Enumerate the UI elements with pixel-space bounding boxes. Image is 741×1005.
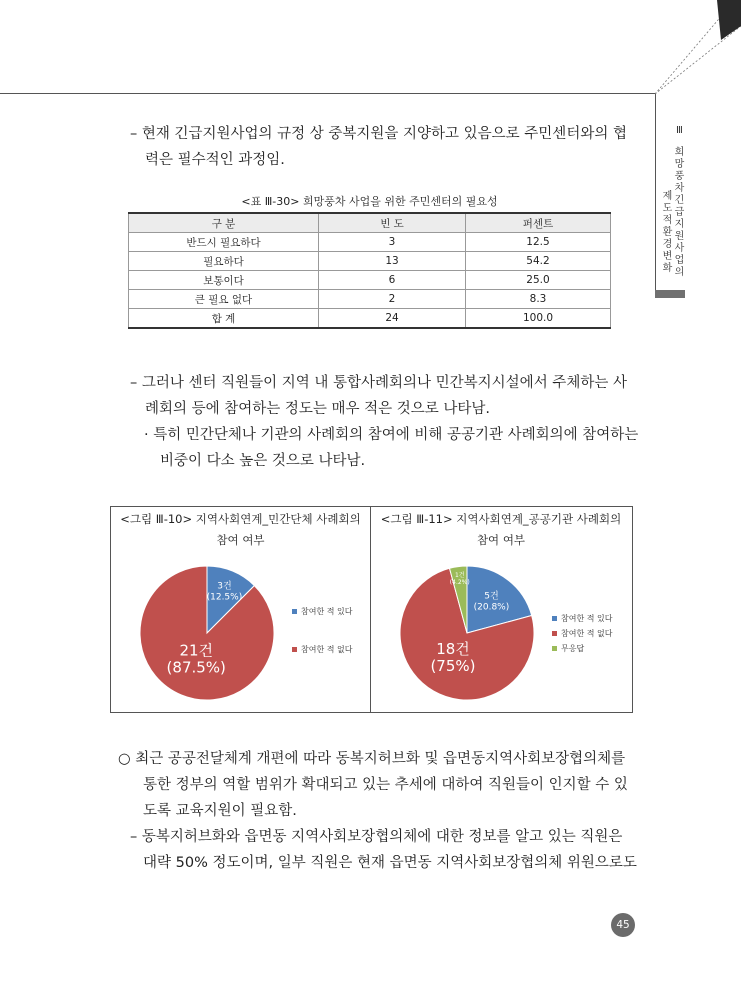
legend-item <box>552 626 612 641</box>
figure-11-caption <box>371 509 631 551</box>
cell-total-label: 합 계 <box>129 309 319 329</box>
legend-swatch <box>552 616 557 621</box>
cell-frequency: 6 <box>319 271 466 290</box>
legend-swatch <box>552 646 557 651</box>
slice-percent-label: (20.8%) <box>473 602 510 613</box>
paragraph-1-line1: – 현재 긴급지원사업의 규정 상 중복지원을 지양하고 있음으로 주민센터와의 협 <box>130 126 627 142</box>
table-row <box>129 252 611 271</box>
legend-label: 참여한 적 있다 <box>561 614 613 623</box>
figure-11-caption-line2: 참여 여부 <box>476 533 526 547</box>
slice-percent-label: (12.5%) <box>206 592 243 603</box>
paragraph-1 <box>130 121 640 173</box>
necessity-table <box>128 212 611 329</box>
chapter-title-line1: 희망풍차 긴급지원사업의 <box>674 147 685 278</box>
cell-category: 반드시 필요하다 <box>129 233 319 252</box>
cell-frequency: 13 <box>319 252 466 271</box>
table-row <box>129 271 611 290</box>
paragraph-2-line2: 례회의 등에 참여하는 정도는 매우 적은 것으로 나타남. <box>145 401 491 417</box>
header-rule <box>0 93 655 94</box>
table-total-row <box>129 309 611 329</box>
cell-category: 보통이다 <box>129 271 319 290</box>
pie-private-legend <box>292 606 352 655</box>
paragraph-3-line1: ○ 최근 공공전달체계 개편에 따라 동복지허브화 및 읍면동지역사회보장협의체를 <box>118 751 626 767</box>
paragraph-3-line3: 도록 교육지원이 필요함. <box>143 803 297 819</box>
paragraph-1-line2: 력은 필수적인 과정임. <box>145 152 285 168</box>
legend-item <box>292 606 352 617</box>
cell-percent: 12.5 <box>466 233 611 252</box>
legend-swatch <box>292 609 297 614</box>
chapter-title-line2: 제도적 환경 변화 <box>662 191 673 274</box>
side-rule <box>655 93 656 298</box>
legend-item <box>292 644 352 655</box>
corner-fold-lines <box>655 0 741 95</box>
paragraph-3-line2: 통한 정부의 역할 범위가 확대되고 있는 추세에 대하여 직원들이 인지할 수 있 <box>143 777 628 793</box>
paragraph-3-dash-line2: 대략 50% 정도이며, 일부 직원은 현재 읍면동 지역사회보장협의체 위원으로도 <box>143 855 637 871</box>
paragraph-3-dash-line1: – 동복지허브화와 읍면동 지역사회보장협의체에 대한 정보를 알고 있는 직원은 <box>130 829 623 845</box>
paragraph-2-bullet-line1: · 특히 민간단체나 기관의 사례회의 참여에 비해 공공기관 사례회의에 참여하는 <box>144 427 639 443</box>
cell-category: 필요하다 <box>129 252 319 271</box>
paragraph-2-bullet-line2: 비중이 다소 높은 것으로 나타남. <box>160 453 366 469</box>
legend-label: 참여한 적 없다 <box>561 629 613 638</box>
paragraph-2-line1: – 그러나 센터 직원들이 지역 내 통합사례회의나 민간복지시설에서 주체하는 사 <box>130 375 627 391</box>
pie-public-legend <box>552 611 612 656</box>
slice-percent-label: (87.5%) <box>166 658 226 677</box>
header-category: 구 분 <box>129 213 319 233</box>
table-caption: <표 Ⅲ-30> 희망풍차 사업을 위한 주민센터의 필요성 <box>241 195 498 208</box>
table-header-row <box>129 213 611 233</box>
figure-10-caption-line2: 참여 여부 <box>216 533 265 547</box>
figure-10-caption <box>111 509 370 551</box>
table-row <box>129 290 611 309</box>
pie-slice <box>140 566 274 700</box>
legend-label: 참여한 적 있다 <box>301 607 353 616</box>
legend-label: 참여한 적 없다 <box>301 645 353 654</box>
cell-frequency: 3 <box>319 233 466 252</box>
cell-percent: 8.3 <box>466 290 611 309</box>
legend-item <box>552 641 612 656</box>
table-row <box>129 233 611 252</box>
cell-frequency: 2 <box>319 290 466 309</box>
header-percent: 퍼센트 <box>466 213 611 233</box>
cell-total-frequency: 24 <box>319 309 466 329</box>
legend-swatch <box>292 647 297 652</box>
cell-category: 큰 필요 없다 <box>129 290 319 309</box>
cell-percent: 54.2 <box>466 252 611 271</box>
page-number: 45 <box>611 913 635 937</box>
paragraph-2 <box>130 370 640 474</box>
chapter-roman: Ⅲ <box>676 125 683 136</box>
slice-percent-label: (75%) <box>430 656 476 675</box>
slice-count-label: 5건 <box>484 591 499 602</box>
slice-count-label: 18건 <box>436 639 470 658</box>
slice-count-label: 3건 <box>217 581 232 592</box>
header-frequency: 빈 도 <box>319 213 466 233</box>
slice-count-label: 21건 <box>179 641 214 660</box>
chapter-tab-bar <box>655 290 685 298</box>
figure-10-caption-line1: <그림 Ⅲ-10> 지역사회연계_민간단체 사례회의 <box>120 512 361 526</box>
cell-total-percent: 100.0 <box>466 309 611 329</box>
cell-percent: 25.0 <box>466 271 611 290</box>
legend-item <box>552 611 612 626</box>
slice-count-label: 1건 <box>454 572 465 580</box>
legend-label: 무응답 <box>561 644 585 653</box>
slice-percent-label: (4.2%) <box>449 579 470 587</box>
figure-11-caption-line1: <그림 Ⅲ-11> 지역사회연계_공공기관 사례회의 <box>380 512 622 526</box>
legend-swatch <box>552 631 557 636</box>
paragraph-3 <box>118 746 640 876</box>
